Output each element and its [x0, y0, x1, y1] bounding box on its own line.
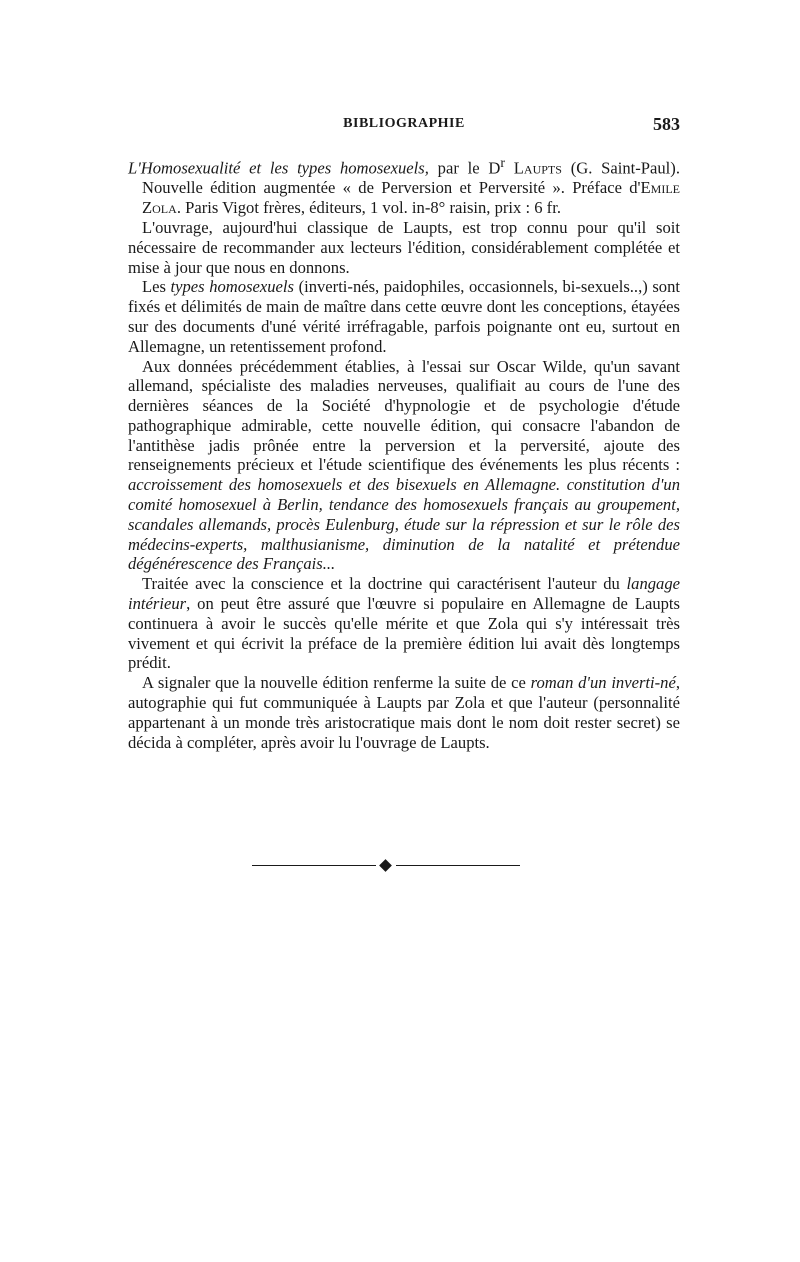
end-ornament [252, 858, 520, 874]
paragraph-5 [128, 673, 680, 752]
paragraph-3-before: Aux données précédemment établies, à l'essai sur Oscar Wilde, qu'un savant allemand, spécialiste des maladies nerveuses, qualifiait au cours de l'une des dernières séances de la Société d'hypnologie et de psychologie d'étude pathographique admirable, cette nouvelle édition, qui consacre l'abandon de l'antithèse jadis prônée entre la perversion et la perversité, ajoute des renseignements précieux et l'étude scientifique des événements les plus récents : [128, 356, 680, 475]
paragraph-5-after: , autographie qui fut communiquée à Laupts par Zola et que l'auteur (personnalité appartenant à un monde très aristocratique mais dont le nom doit rester secret) se décida à compléter, après avoir lu l'ouvrage de Laupts. [128, 673, 680, 752]
running-title: BIBLIOGRAPHIE [343, 116, 465, 131]
entry-details: . Paris Vigot frères, éditeurs, 1 vol. in-8° raisin, prix : 6 fr. [176, 198, 561, 218]
paragraph-2 [128, 277, 680, 356]
paragraph-4 [128, 574, 680, 673]
entry-preface-last: Zola [142, 198, 177, 218]
running-head [128, 116, 680, 138]
entry-preface-first: Emile [640, 178, 680, 198]
paragraph-5-before: A signaler que la nouvelle édition renferme la suite de ce [142, 673, 531, 693]
entry-author-name: Laupts [513, 158, 562, 178]
paragraph-3 [128, 357, 680, 575]
paragraph-1: L'ouvrage, aujourd'hui classique de Laupts, est trop connu pour qu'il soit nécessaire de recommander aux lecteurs l'édition, considérablement complétée et mise à jour que nous en donnons. [128, 217, 680, 277]
entry-after-author: (G. Saint-Paul). Nouvelle édition augmentée « de Perversion et Perversité ». Préface d' [142, 158, 680, 198]
entry-title: L'Homosexualité et les types homosexuels, [128, 158, 429, 178]
body-text [128, 153, 680, 752]
paragraph-3-italic: accroissement des homosexuels et des bisexuels en Allemagne. constitution d'un comité homosexuel à Berlin, tendance des homosexuels français au groupement, scandales allemands, procès Eulenburg, étude sur la répression et sur le rôle des médecins-experts, malthusianisme, diminution de la natalité et prétendue dégénérescence des Français... [128, 475, 680, 574]
page-number: 583 [653, 114, 680, 134]
paragraph-5-italic: roman d'un inverti-né [530, 673, 676, 693]
bibliographic-entry [128, 153, 680, 218]
paragraph-2-italic: types homosexuels [170, 277, 294, 297]
paragraph-4-after: , on peut être assuré que l'œuvre si populaire en Allemagne de Laupts continuera à avoir le succès qu'elle mérite et que Zola qui s'y intéressait très vivement et qui écrivit la préface de la première édition lui avait dès longtemps prédit. [128, 594, 680, 673]
entry-author-prefix-sup: r [500, 155, 505, 170]
ornament-rule-left [252, 865, 376, 866]
paragraph-2-after: (inverti-nés, paidophiles, occasionnels, bi-sexuels..,) sont fixés et délimités de main de maître dans cette œuvre dont les conceptions, étayées sur des documents d'uné vérité irréfragable, parfois poignante ont eu, surtout en Allemagne, un retentissement profond. [128, 277, 680, 356]
ornament-rule-right [396, 865, 520, 866]
paragraph-4-before: Traitée avec la conscience et la doctrine qui caractérisent l'auteur du [142, 574, 627, 594]
diamond-icon [379, 859, 392, 872]
entry-author-prefix: par le D [437, 158, 501, 178]
paragraph-2-before: Les [142, 277, 171, 297]
paragraph-4-italic: langage intérieur [128, 574, 680, 614]
